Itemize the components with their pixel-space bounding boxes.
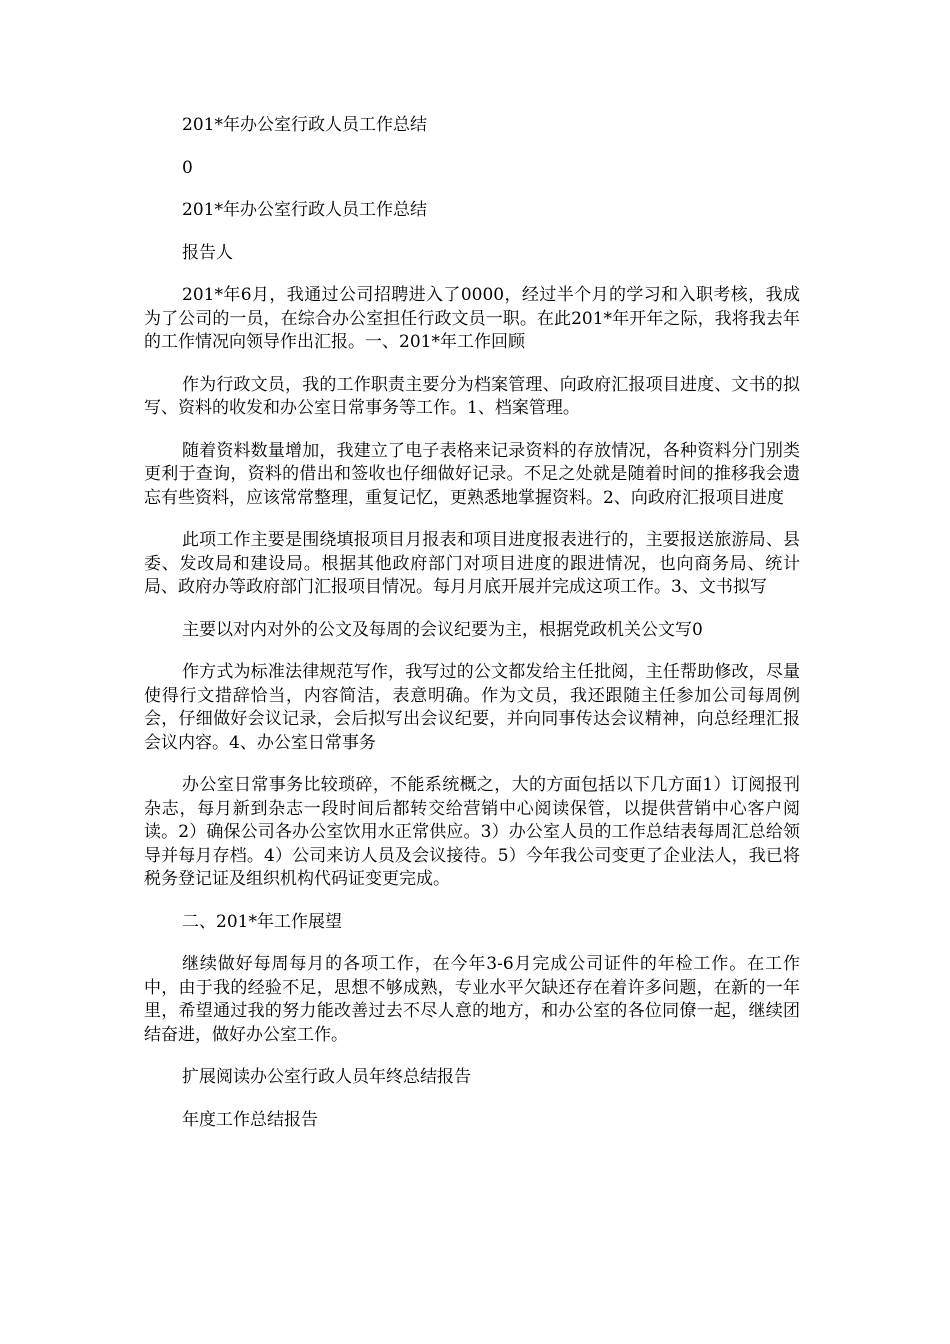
document-title: 201*年办公室行政人员工作总结 [182,115,427,135]
extended-reading-heading: 扩展阅读办公室行政人员年终总结报告 [182,1067,471,1087]
reporter-line: 报告人 [182,242,233,263]
paragraph-daily-affairs: 办公室日常事务比较琐碎，不能系统概之，大的方面包括以下几方面1）订阅报刊杂志，每月新到杂志一段时间后都转交给营销中心阅读保管，以提供营销中心客户阅读。2）确保公司各办公室饮用水正常供应。3）办公室人员的工作总结表每周汇总给领导并每月存档。4）公司来访人员及会议接待。5）今年我公司变更了企业法人，我已将税务登记证及组织机构代码证变更完成。 [144,775,800,889]
page-marker: 0 [182,157,193,178]
paragraph-outlook: 继续做好每周每月的各项工作，在今年3-6月完成公司证件的年检工作。在工作中，由于我的经验不足，思想不够成熟，专业水平欠缺还存在着许多问题，在新的一年里，希望通过我的努力能改善过去不尽人意的地方，和办公室的各位同僚一起，继续团结奋进，做好办公室工作。 [144,954,800,1045]
paragraph-intro: 201*年6月，我通过公司招聘进入了0000，经过半个月的学习和入职考核，我成为了公司的一员，在综合办公室担任行政文员一职。在此201*年开年之际，我将我去年的工作情况向领导作出汇报。一、201*年工作回顾 [144,285,800,352]
section-heading-outlook: 二、201*年工作展望 [182,911,342,932]
document-body [144,114,800,1151]
document-subtitle: 201*年办公室行政人员工作总结 [182,200,427,220]
paragraph-document-writing: 主要以对内对外的公文及每周的会议纪要为主，根据党政机关公文写0 [182,619,703,640]
paragraph-archive-management: 随着资料数量增加，我建立了电子表格来记录资料的存放情况，各种资料分门别类更利于查询，资料的借出和签收也仔细做好记录。不足之处就是随着时间的推移我会遗忘有些资料，应该常常整理，重复记忆，更熟悉地掌握资料。2、向政府汇报项目进度 [144,440,800,508]
annual-report-heading: 年度工作总结报告 [182,1109,318,1130]
paragraph-duties: 作为行政文员，我的工作职责主要分为档案管理、向政府汇报项目进度、文书的拟写、资料的收发和办公室日常事务等工作。1、档案管理。 [144,374,800,418]
paragraph-project-reporting: 此项工作主要是围绕填报项目月报表和项目进度报表进行的，主要报送旅游局、县委、发改局和建设局。根据其他政府部门对项目进度的跟进情况，也向商务局、统计局、政府办等政府部门汇报项目情况。每月月底开展并完成这项工作。3、文书拟写 [144,530,800,597]
paragraph-writing-method: 作方式为标准法律规范写作，我写过的公文都发给主任批阅，主任帮助修改，尽量使得行文措辞恰当，内容简洁，表意明确。作为文员，我还跟随主任参加公司每周例会，仔细做好会议记录，会后拟写出会议纪要，并向同事传达会议精神，向总经理汇报会议内容。4、办公室日常事务 [144,662,800,753]
